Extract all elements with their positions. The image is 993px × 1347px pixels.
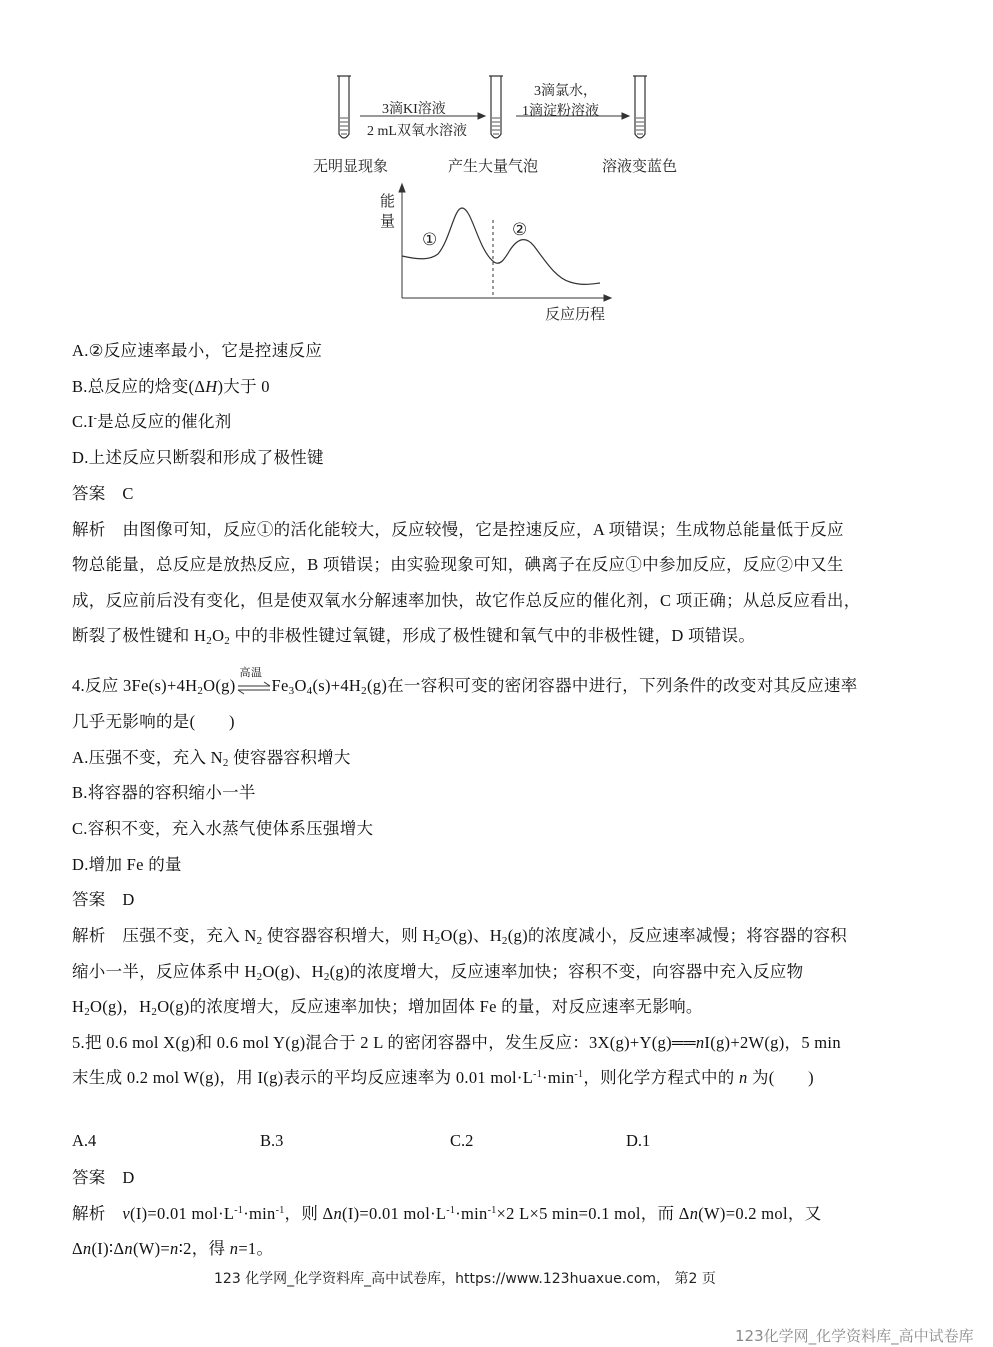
answer-value: D <box>122 1168 135 1187</box>
answer-value: D <box>122 890 135 909</box>
q4-analysis-line-3: $H_2O(g)$，$H_2O(g)$的浓度增大，反应速率加快；增加固体 Fe 的量，对反应速率无影响。 <box>72 997 703 1018</box>
q4-option-c: C.容积不变，充入水蒸气使体系压强增大 <box>72 819 374 838</box>
q4-stem-line-2: 几乎无影响的是( ) <box>72 712 235 731</box>
watermark: 123化学网_化学资料库_高中试卷库 <box>735 1327 974 1345</box>
arrow2-top-label: 3滴氯水， <box>534 84 597 99</box>
q4-answer <box>72 886 135 910</box>
answer-label: 答案 <box>72 484 106 503</box>
answer-value: C <box>122 484 134 503</box>
y-axis-label-1: 能 <box>380 194 396 210</box>
arrow1-top-label: 3滴KI溶液 <box>382 102 446 117</box>
q4-analysis-line-2: 缩小一半，反应体系中 $H_2O(g)$、$H_2(g)$的浓度增大，反应速率加快；容积不变，向容器中充入反应物 <box>72 962 804 983</box>
analysis-label: 解析 <box>72 520 106 539</box>
q5-answer <box>72 1164 135 1188</box>
energy-curve-icon <box>370 180 620 305</box>
q3-option-a: A.②反应速率最小，它是控速反应 <box>72 341 323 360</box>
tube2-caption: 产生大量气泡 <box>448 159 539 175</box>
q4-option-d: D.增加 Fe 的量 <box>72 855 182 874</box>
page-footer: 123 化学网_化学资料库_高中试卷库，https://www.123huaxue.com， 第2 页 <box>214 1271 716 1287</box>
arrow1-bottom-label: 2 mL双氧水溶液 <box>367 124 467 139</box>
q5-stem-line-1: 5.把 0.6 mol X(g)和 0.6 mol Y(g)混合于 2 L 的密闭容器中，发生反应：3X(g)+Y(g)══nI(g)+2W(g)，5 min <box>72 1033 841 1052</box>
tube3-caption: 溶液变蓝色 <box>602 159 678 175</box>
peak2-label: ② <box>512 220 528 239</box>
peak1-label: ① <box>422 230 438 249</box>
q3-answer <box>72 480 134 504</box>
q5-analysis-line-1: 解析 v(I)=0.01 $mol\cdot L^{-1}\cdot\min^{-1}$，则 Δn(I)=0.01 $mol\cdot L^{-1}\cdot\min^{-1}\times 2$ L×5 min=0.1 mol，而 Δn(W)=0.2 mol，又 <box>72 1204 822 1223</box>
q4-analysis-line-1: 解析 压强不变，充入 $N_2$ 使容器容积增大，则 $H_2O(g)$、$H_2(g)$的浓度减小，反应速率减慢；将容器的容积 <box>72 926 848 947</box>
equilibrium-arrow-icon: 高温 <box>236 680 272 694</box>
q3-option-d: D.上述反应只断裂和形成了极性键 <box>72 448 324 467</box>
q5-stem-line-2: 末生成 0.2 mol W(g)，用 I(g)表示的平均反应速率为 0.01 $mol\cdot L^{-1}\cdot\min^{-1}$，则化学方程式中的 n 为( ) <box>72 1068 814 1087</box>
arrow2-bottom-label: 1滴淀粉溶液 <box>522 104 599 119</box>
answer-label: 答案 <box>72 890 106 909</box>
q5-option-a: A.4 <box>72 1131 97 1150</box>
q5-option-b: B.3 <box>260 1131 284 1150</box>
q3-analysis-line-4: 断裂了极性键和 $H_2O_2$ 中的非极性键过氧键，形成了极性键和氧气中的非极性键，D 项错误。 <box>72 626 756 647</box>
tube1-caption: 无明显现象 <box>313 159 389 175</box>
q3-analysis-line-1: 由图像可知，反应①的活化能较大，反应较慢，它是控速反应，A 项错误；生成物总能量低于反应 <box>122 520 844 539</box>
q3-analysis-line-3: 成，反应前后没有变化，但是使双氧水分解速率加快，故它作总反应的催化剂，C 项正确；从总反应看出， <box>72 591 861 610</box>
q3-option-b: B.总反应的焓变(ΔH)大于 0 <box>72 377 270 396</box>
x-axis-label: 反应历程 <box>545 307 606 323</box>
q4-option-b: B.将容器的容积缩小一半 <box>72 783 256 802</box>
q5-option-c: C.2 <box>450 1131 474 1150</box>
q4-option-a: A.压强不变，充入 $N_2$ 使容器容积增大 <box>72 748 351 769</box>
q3-option-c: C.I-是总反应的催化剂 <box>72 412 232 431</box>
q4-stem-line-1: 4.反应 $3Fe(s)+4H_2O(g)$ 高温 $Fe_3O_4(s)+4H_2(g)$在一容积可变的密闭容器中进行，下列条件的改变对其反应速率 <box>72 667 858 697</box>
q5-analysis-line-2: Δn(I)∶Δn(W)=n∶2，得 n=1。 <box>72 1239 274 1258</box>
q3-analysis-line-2: 物总能量，总反应是放热反应，B 项错误；由实验现象可知，碘离子在反应①中参加反应，反应②中又生 <box>72 555 844 574</box>
q5-option-d: D.1 <box>626 1131 651 1150</box>
answer-label: 答案 <box>72 1168 106 1187</box>
y-axis-label-2: 量 <box>380 214 396 230</box>
